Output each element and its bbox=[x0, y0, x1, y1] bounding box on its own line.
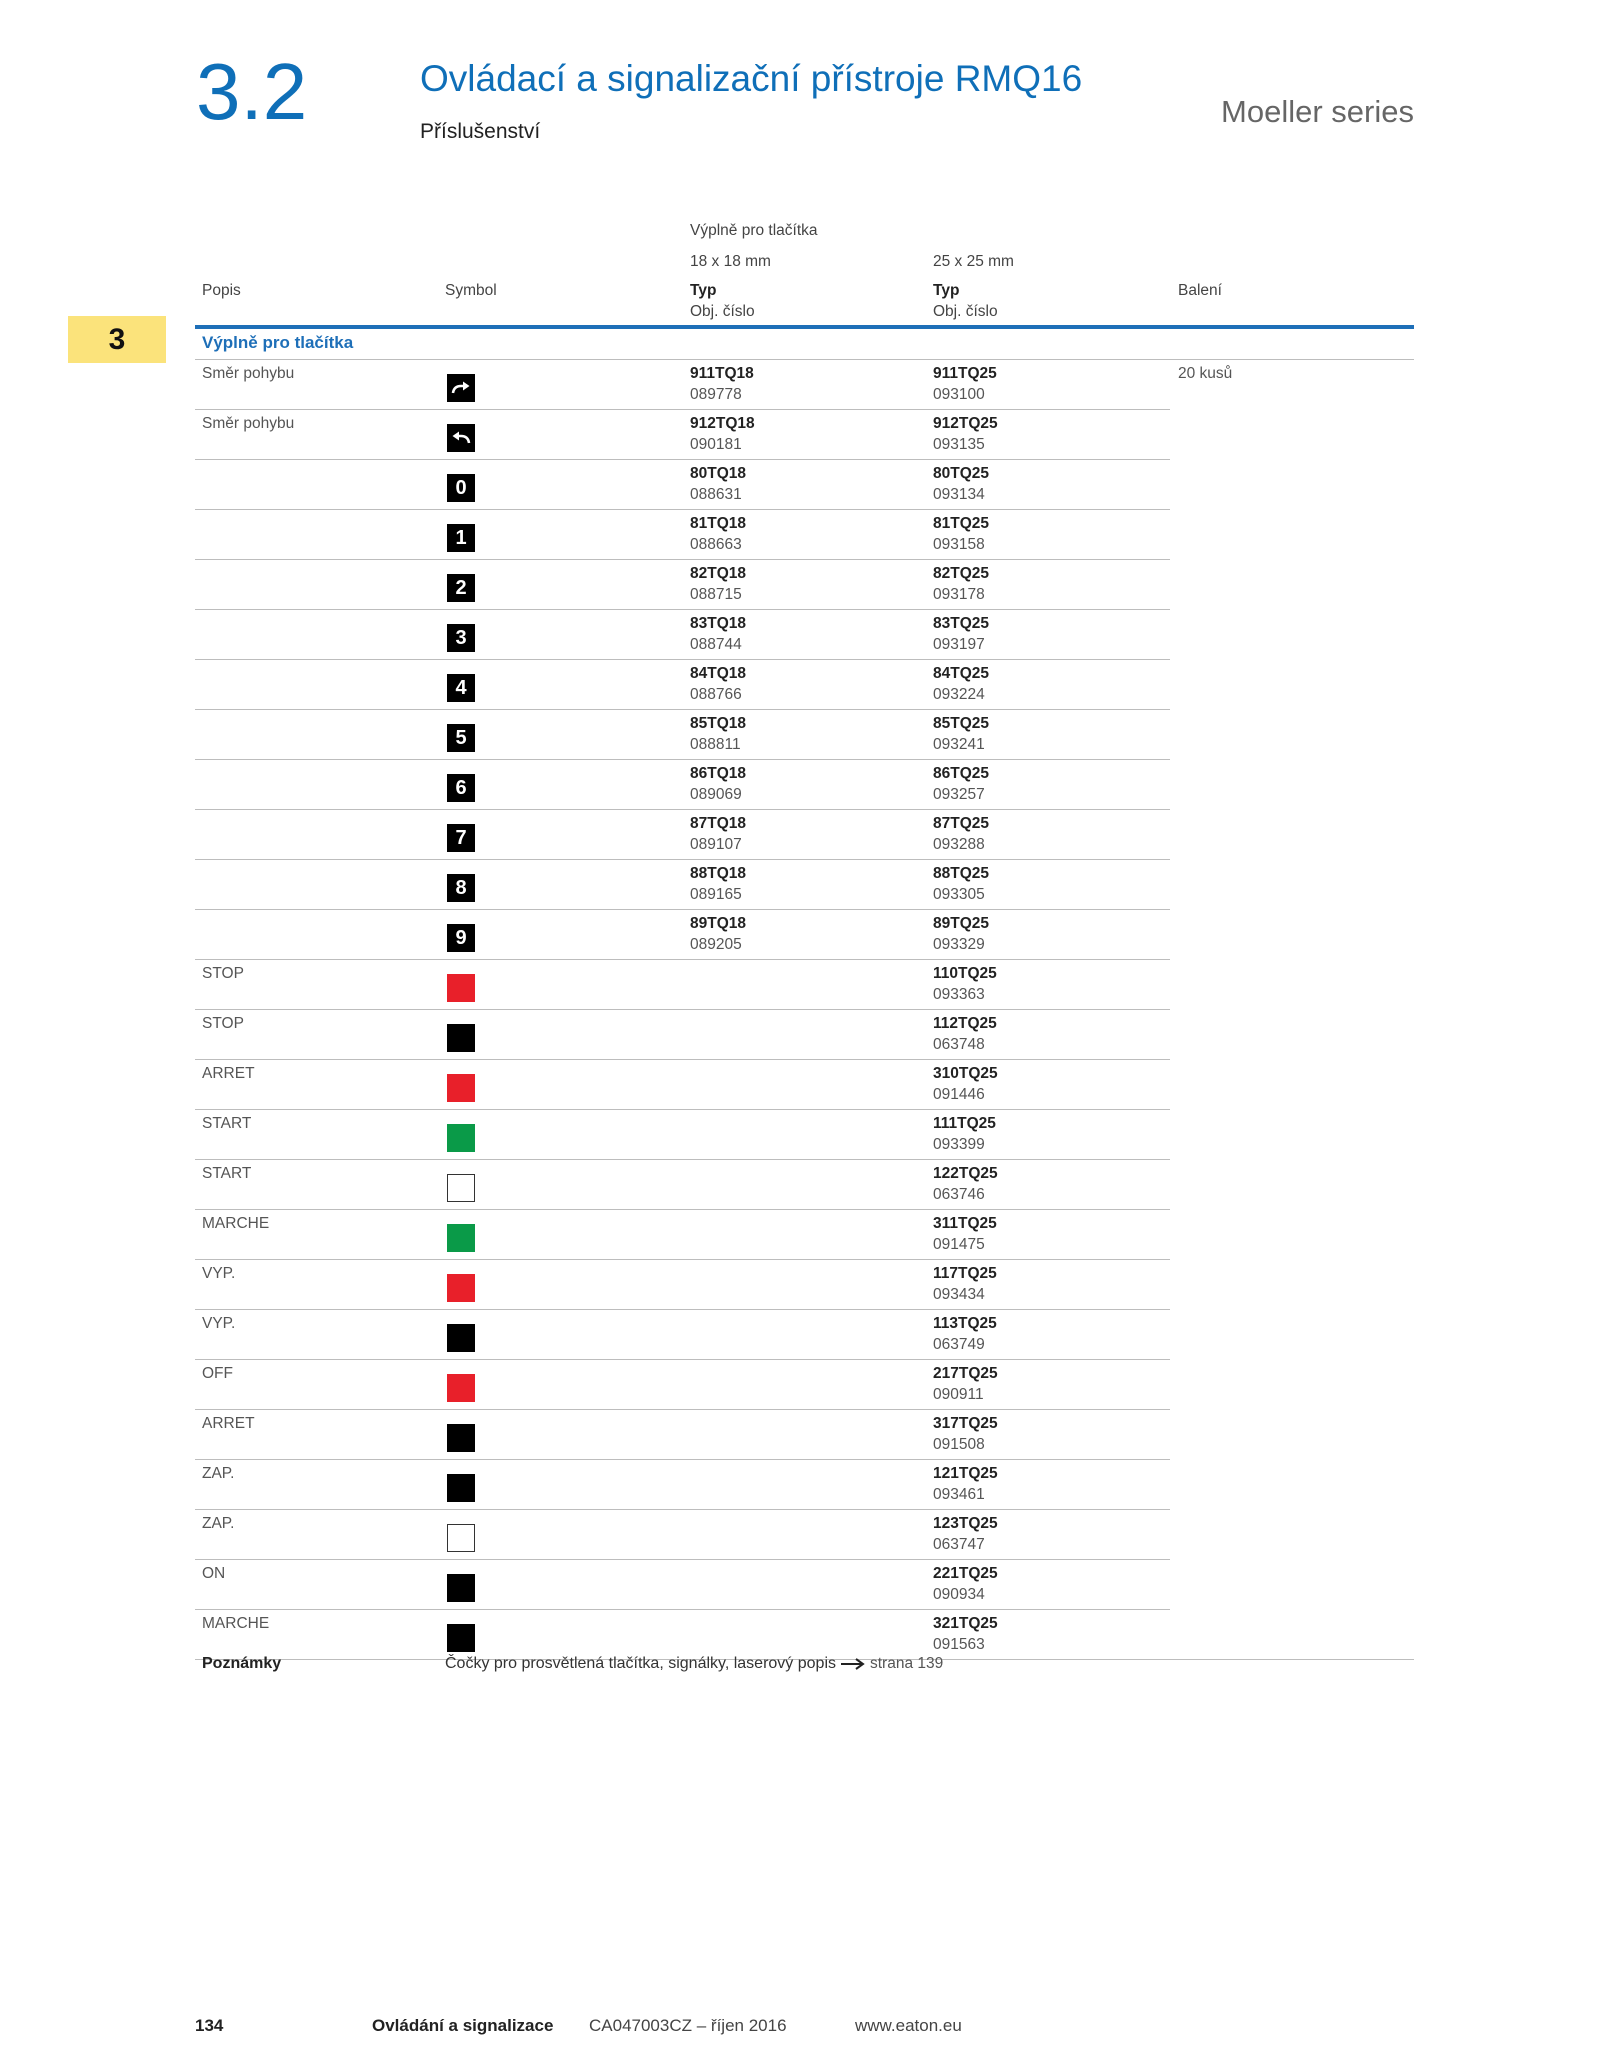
symbol-digit: 4 bbox=[455, 676, 467, 699]
order-number-25: 093461 bbox=[933, 1486, 985, 1503]
row-description: ARRET bbox=[202, 1065, 255, 1082]
packaging-quantity: 20 kusů bbox=[1178, 365, 1233, 382]
order-number-18: 088715 bbox=[690, 586, 742, 603]
order-number-25: 063746 bbox=[933, 1186, 985, 1203]
order-number-25: 093288 bbox=[933, 836, 985, 853]
table-row bbox=[195, 660, 1170, 710]
footer-title: Ovládání a signalizace bbox=[372, 2016, 554, 2035]
type-code-25: 311TQ25 bbox=[933, 1215, 997, 1232]
type-code-25: 221TQ25 bbox=[933, 1565, 998, 1582]
row-description: VYP. bbox=[202, 1265, 236, 1282]
type-code-25: 86TQ25 bbox=[933, 765, 990, 782]
black-square-icon bbox=[447, 1474, 475, 1502]
type-code-25: 80TQ25 bbox=[933, 465, 990, 482]
order-number-25: 093329 bbox=[933, 936, 985, 953]
order-number-25: 093305 bbox=[933, 886, 985, 903]
number-8-icon bbox=[447, 874, 475, 902]
row-description: VYP. bbox=[202, 1315, 236, 1332]
type-code-25: 85TQ25 bbox=[933, 715, 990, 732]
table-row bbox=[195, 1210, 1170, 1260]
table-row bbox=[195, 560, 1170, 610]
notes bbox=[445, 1655, 943, 1673]
order-number-25: 091563 bbox=[933, 1636, 985, 1653]
row-description: MARCHE bbox=[202, 1215, 270, 1232]
table-row bbox=[195, 810, 1170, 860]
number-9-icon bbox=[447, 924, 475, 952]
table-row bbox=[195, 1360, 1170, 1410]
red-square-icon bbox=[447, 1274, 475, 1302]
black-square-icon bbox=[447, 1574, 475, 1602]
red-square-icon bbox=[447, 974, 475, 1002]
order-number-18: 089778 bbox=[690, 386, 742, 403]
type-code-25: 117TQ25 bbox=[933, 1265, 997, 1282]
order-number-18: 089069 bbox=[690, 786, 742, 803]
order-number-18: 088631 bbox=[690, 486, 742, 503]
row-description: Směr pohybu bbox=[202, 415, 295, 432]
number-4-icon bbox=[447, 674, 475, 702]
table-row bbox=[195, 1110, 1170, 1160]
order-number-25: 093363 bbox=[933, 986, 985, 1003]
table-row bbox=[195, 360, 1233, 410]
symbol-digit: 6 bbox=[455, 776, 467, 799]
number-5-icon bbox=[447, 724, 475, 752]
arrow-right-icon bbox=[447, 374, 475, 402]
row-description: ZAP. bbox=[202, 1465, 235, 1482]
type-code-25: 81TQ25 bbox=[933, 515, 990, 532]
table-row bbox=[195, 1460, 1170, 1510]
table-row bbox=[195, 610, 1170, 660]
type-code-18: 85TQ18 bbox=[690, 715, 747, 732]
table-row bbox=[195, 1060, 1170, 1110]
table-row bbox=[195, 1410, 1170, 1460]
type-code-18: 82TQ18 bbox=[690, 565, 747, 582]
number-7-icon bbox=[447, 824, 475, 852]
order-number-25: 090911 bbox=[933, 1386, 984, 1403]
row-description: START bbox=[202, 1115, 252, 1132]
series-label: Moeller series bbox=[1221, 94, 1414, 129]
type-code-25: 122TQ25 bbox=[933, 1165, 998, 1182]
order-number-25: 063747 bbox=[933, 1536, 985, 1553]
column-size-18: 18 x 18 mm bbox=[690, 253, 771, 270]
column-header-obj-25: Obj. číslo bbox=[933, 303, 998, 320]
order-number-18: 088766 bbox=[690, 686, 742, 703]
notes-text: Čočky pro prosvětlená tlačítka, signálky, laserový popis bbox=[445, 1655, 836, 1672]
table-row bbox=[195, 1560, 1170, 1610]
table-row bbox=[195, 410, 1170, 460]
type-code-25: 911TQ25 bbox=[933, 365, 997, 382]
number-0-icon bbox=[447, 474, 475, 502]
type-code-18: 912TQ18 bbox=[690, 415, 755, 432]
type-code-25: 321TQ25 bbox=[933, 1615, 998, 1632]
row-description: ON bbox=[202, 1565, 226, 1582]
table-row bbox=[195, 960, 1170, 1010]
order-number-25: 093134 bbox=[933, 486, 985, 503]
order-number-25: 091508 bbox=[933, 1436, 985, 1453]
type-code-25: 82TQ25 bbox=[933, 565, 990, 582]
product-table bbox=[195, 360, 1414, 1660]
order-number-25: 093100 bbox=[933, 386, 985, 403]
order-number-18: 089205 bbox=[690, 936, 742, 953]
type-code-25: 110TQ25 bbox=[933, 965, 997, 982]
section-heading-row bbox=[195, 329, 1414, 360]
type-code-25: 88TQ25 bbox=[933, 865, 990, 882]
table-row bbox=[195, 510, 1170, 560]
row-description: OFF bbox=[202, 1365, 233, 1382]
row-description: START bbox=[202, 1165, 252, 1182]
symbol-digit: 0 bbox=[455, 476, 467, 499]
column-header-baleni: Balení bbox=[1178, 282, 1222, 299]
order-number-18: 088663 bbox=[690, 536, 742, 553]
table-row bbox=[195, 1260, 1170, 1310]
column-header-symbol: Symbol bbox=[445, 282, 497, 299]
type-code-25: 113TQ25 bbox=[933, 1315, 997, 1332]
section-number: 3.2 bbox=[196, 47, 308, 136]
order-number-25: 093178 bbox=[933, 586, 985, 603]
footer-page-number: 134 bbox=[195, 2016, 224, 2035]
symbol-digit: 3 bbox=[455, 626, 467, 649]
table-row bbox=[195, 1010, 1170, 1060]
column-header-popis: Popis bbox=[202, 282, 241, 299]
order-number-25: 093257 bbox=[933, 786, 985, 803]
black-square-icon bbox=[447, 1424, 475, 1452]
page-title: Ovládací a signalizační přístroje RMQ16 bbox=[420, 58, 1083, 99]
type-code-18: 86TQ18 bbox=[690, 765, 747, 782]
red-square-icon bbox=[447, 1374, 475, 1402]
row-description: Směr pohybu bbox=[202, 365, 295, 382]
number-6-icon bbox=[447, 774, 475, 802]
order-number-25: 093399 bbox=[933, 1136, 985, 1153]
type-code-18: 83TQ18 bbox=[690, 615, 747, 632]
type-code-25: 83TQ25 bbox=[933, 615, 990, 632]
row-description: STOP bbox=[202, 965, 244, 982]
row-description: ARRET bbox=[202, 1415, 255, 1432]
order-number-25: 093158 bbox=[933, 536, 985, 553]
type-code-25: 87TQ25 bbox=[933, 815, 990, 832]
order-number-18: 088744 bbox=[690, 636, 742, 653]
type-code-25: 123TQ25 bbox=[933, 1515, 998, 1532]
black-square-icon bbox=[447, 1024, 475, 1052]
red-square-icon bbox=[447, 1074, 475, 1102]
table-row bbox=[195, 760, 1170, 810]
symbol-digit: 7 bbox=[455, 826, 467, 849]
order-number-18: 089165 bbox=[690, 886, 742, 903]
table-row bbox=[195, 1160, 1170, 1210]
section-heading: Výplně pro tlačítka bbox=[202, 333, 354, 352]
table-row bbox=[195, 710, 1170, 760]
type-code-18: 911TQ18 bbox=[690, 365, 754, 382]
table-row bbox=[195, 460, 1170, 510]
order-number-25: 063749 bbox=[933, 1336, 985, 1353]
symbol-digit: 5 bbox=[455, 726, 467, 749]
symbol-digit: 1 bbox=[455, 526, 467, 549]
symbol-digit: 2 bbox=[455, 576, 467, 599]
table-row bbox=[195, 910, 1170, 960]
type-code-25: 89TQ25 bbox=[933, 915, 990, 932]
row-description: STOP bbox=[202, 1015, 244, 1032]
order-number-25: 091475 bbox=[933, 1236, 985, 1253]
black-square-icon bbox=[447, 1324, 475, 1352]
type-code-25: 217TQ25 bbox=[933, 1365, 998, 1382]
symbol-digit: 9 bbox=[455, 926, 467, 949]
type-code-25: 317TQ25 bbox=[933, 1415, 998, 1432]
footer-document-id: CA047003CZ – říjen 2016 bbox=[589, 2016, 787, 2035]
row-description: ZAP. bbox=[202, 1515, 235, 1532]
number-2-icon bbox=[447, 574, 475, 602]
table-row bbox=[195, 1610, 1414, 1660]
symbol-digit: 8 bbox=[455, 876, 467, 899]
arrow-right-icon bbox=[840, 1658, 866, 1670]
green-square-icon bbox=[447, 1124, 475, 1152]
type-code-25: 912TQ25 bbox=[933, 415, 998, 432]
column-size-25: 25 x 25 mm bbox=[933, 253, 1014, 270]
page-subtitle: Příslušenství bbox=[420, 120, 541, 143]
white-square-icon bbox=[447, 1524, 475, 1552]
number-3-icon bbox=[447, 624, 475, 652]
green-square-icon bbox=[447, 1224, 475, 1252]
column-header-obj-18: Obj. číslo bbox=[690, 303, 755, 320]
type-code-25: 111TQ25 bbox=[933, 1115, 996, 1132]
order-number-25: 093241 bbox=[933, 736, 985, 753]
type-code-25: 121TQ25 bbox=[933, 1465, 998, 1482]
type-code-18: 80TQ18 bbox=[690, 465, 747, 482]
column-group-header: Výplně pro tlačítka bbox=[690, 222, 818, 239]
table-row bbox=[195, 860, 1170, 910]
black-square-icon bbox=[447, 1624, 475, 1652]
order-number-25: 093197 bbox=[933, 636, 985, 653]
type-code-25: 310TQ25 bbox=[933, 1065, 998, 1082]
column-header-typ-25: Typ bbox=[933, 282, 960, 299]
type-code-18: 87TQ18 bbox=[690, 815, 747, 832]
notes-label: Poznámky bbox=[202, 1655, 282, 1672]
type-code-25: 84TQ25 bbox=[933, 665, 990, 682]
order-number-18: 090181 bbox=[690, 436, 742, 453]
order-number-25: 093224 bbox=[933, 686, 985, 703]
table-row bbox=[195, 1510, 1170, 1560]
chapter-tab[interactable]: 3 bbox=[68, 316, 166, 363]
order-number-25: 091446 bbox=[933, 1086, 985, 1103]
row-description: MARCHE bbox=[202, 1615, 270, 1632]
notes-reference-link[interactable]: strana 139 bbox=[870, 1655, 944, 1672]
type-code-18: 84TQ18 bbox=[690, 665, 747, 682]
type-code-18: 81TQ18 bbox=[690, 515, 747, 532]
order-number-25: 093135 bbox=[933, 436, 985, 453]
order-number-18: 088811 bbox=[690, 736, 741, 753]
number-1-icon bbox=[447, 524, 475, 552]
type-code-25: 112TQ25 bbox=[933, 1015, 997, 1032]
footer-url[interactable]: www.eaton.eu bbox=[855, 2016, 962, 2035]
order-number-25: 093434 bbox=[933, 1286, 985, 1303]
order-number-18: 089107 bbox=[690, 836, 742, 853]
type-code-18: 88TQ18 bbox=[690, 865, 747, 882]
order-number-25: 090934 bbox=[933, 1586, 985, 1603]
table-row bbox=[195, 1310, 1170, 1360]
white-square-icon bbox=[447, 1174, 475, 1202]
arrow-left-icon bbox=[447, 424, 475, 452]
column-header-typ-18: Typ bbox=[690, 282, 717, 299]
type-code-18: 89TQ18 bbox=[690, 915, 747, 932]
order-number-25: 063748 bbox=[933, 1036, 985, 1053]
